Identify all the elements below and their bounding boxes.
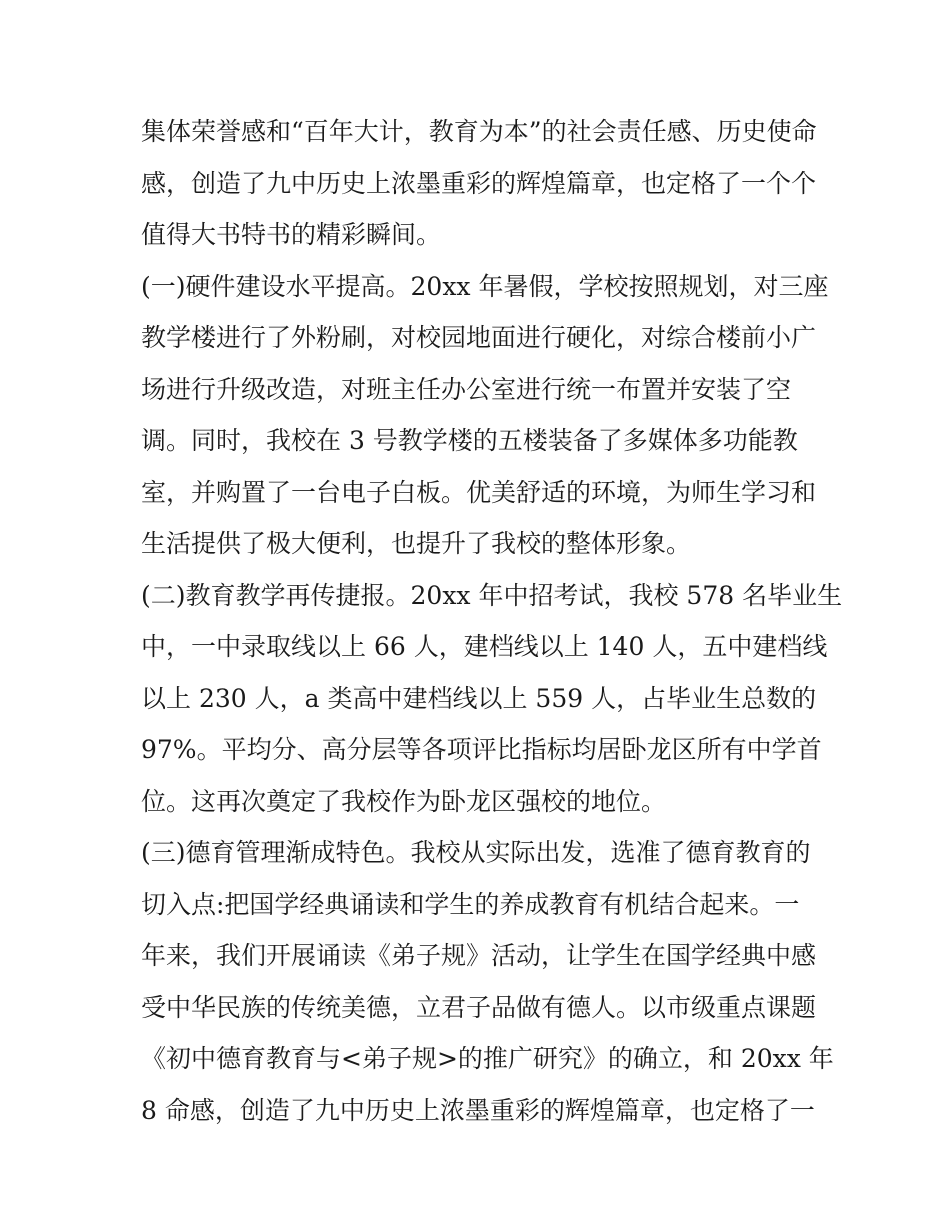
text-line: 《初中德育教育与<弟子规>的推广研究》的确立，和 20xx 年 [141,1044,834,1073]
text-line: (二)教育教学再传捷报。20xx 年中招考试，我校 578 名毕业生 [141,580,843,610]
text-line: 值得大书特书的精彩瞬间。 [141,220,442,249]
body-text [141,106,843,1136]
text-line: 调。同时，我校在 3 号教学楼的五楼装备了多媒体多功能教 [141,426,798,455]
text-line: 97%。平均分、高分层等各项评比指标均居卧龙区所有中学首 [141,735,822,764]
text-line: 8 命感，创造了九中历史上浓墨重彩的辉煌篇章，也定格了一 [141,1095,815,1125]
text-line: (一)硬件建设水平提高。20xx 年暑假，学校按照规划，对三座 [141,271,829,301]
text-line: 教学楼进行了外粉刷，对校园地面进行硬化，对综合楼前小广 [141,323,817,352]
text-line: 以上 230 人，a 类高中建档线以上 559 人，占毕业生总数的 [141,683,817,713]
text-line: 室，并购置了一台电子白板。优美舒适的环境，为师生学习和 [141,477,817,507]
text-line: 位。这再次奠定了我校作为卧龙区强校的地位。 [141,786,667,816]
text-line: 感，创造了九中历史上浓墨重彩的辉煌篇章，也定格了一个个 [141,168,817,198]
text-line: (三)德育管理渐成特色。我校从实际出发，选准了德育教育的 [141,838,811,867]
text-line: 年来，我们开展诵读《弟子规》活动，让学生在国学经典中感 [141,941,817,970]
text-line: 受中华民族的传统美德，立君子品做有德人。以市级重点课题 [141,992,817,1022]
text-line: 中，一中录取线以上 66 人，建档线以上 140 人，五中建档线 [141,632,828,661]
text-line: 切入点:把国学经典诵读和学生的养成教育有机结合起来。一 [141,889,800,919]
text-line: 集体荣誉感和“百年大计，教育为本”的社会责任感、历史使命 [141,117,817,146]
text-line: 生活提供了极大便利，也提升了我校的整体形象。 [141,529,692,558]
text-line: 场进行升级改造，对班主任办公室进行统一布置并安装了空 [141,374,792,404]
